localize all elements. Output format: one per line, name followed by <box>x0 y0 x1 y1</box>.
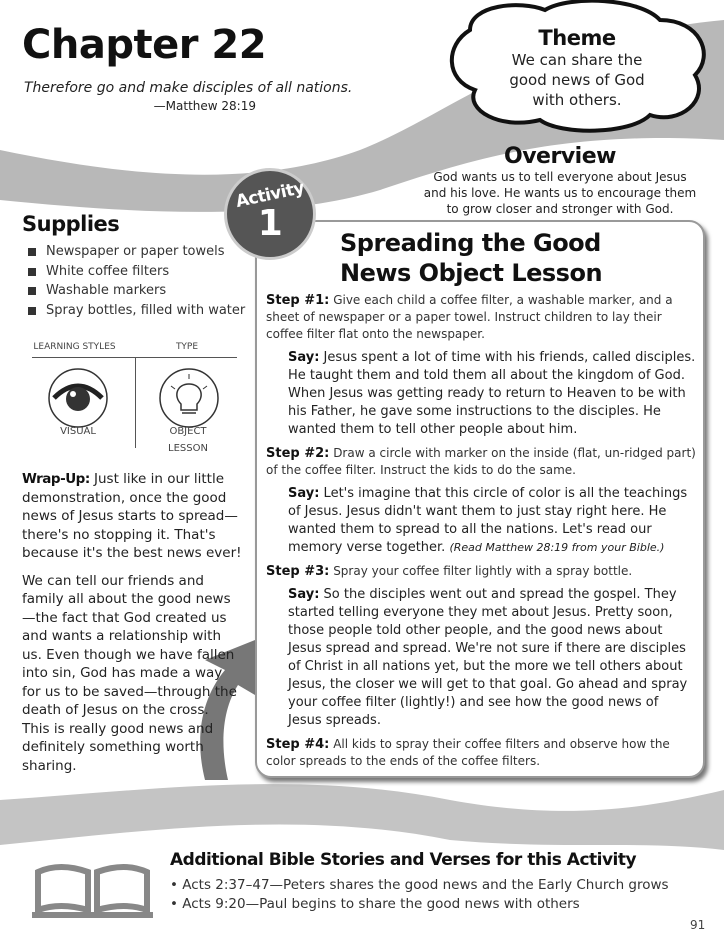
step-4 <box>266 736 696 770</box>
open-book-icon <box>30 862 155 920</box>
activity-number: 1 <box>257 203 283 244</box>
step-1 <box>266 292 696 343</box>
say-label: Say: <box>288 486 320 501</box>
theme-line: good news of God <box>509 71 645 89</box>
step-3 <box>266 563 696 580</box>
theme-line: We can share the <box>511 51 643 69</box>
wrap-up-text: Just like in our little demonstration, once the good news of Jesus starts to spread—there's no stopping it. That's because it's the best news ever! <box>22 471 242 561</box>
say-1 <box>288 349 696 439</box>
type-label: TYPE <box>175 342 199 352</box>
additional-heading: Additional Bible Stories and Verses for this Activity <box>170 850 637 870</box>
additional-item: • Acts 2:37–47—Peters shares the good news and the Early Church grows <box>170 877 669 893</box>
say-label: Say: <box>288 587 320 602</box>
supply-item: Washable markers <box>22 281 245 301</box>
step-text: Spray your coffee filter lightly with a spray bottle. <box>329 564 633 578</box>
say-label: Say: <box>288 350 320 365</box>
overview-heading: Overview <box>504 144 616 169</box>
additional-stories <box>170 850 669 914</box>
step-label: Step #4: <box>266 737 330 752</box>
learning-styles-label: LEARNING STYLES <box>33 342 116 352</box>
step-2 <box>266 445 696 479</box>
chapter-title: Chapter 22 <box>22 22 267 68</box>
supply-item: White coffee filters <box>22 262 245 282</box>
learning-styles-table <box>22 340 240 455</box>
activity-title-line: News Object Lesson <box>340 259 603 287</box>
supplies-section <box>22 212 245 320</box>
activity-title-line: Spreading the Good <box>340 229 601 257</box>
overview-line: God wants us to tell everyone about Jesus <box>433 170 687 184</box>
overview-line: to grow closer and stronger with God. <box>446 202 674 216</box>
activity-title <box>340 228 602 288</box>
memory-verse: Therefore go and make disciples of all nations. <box>24 80 353 96</box>
theme-heading: Theme <box>538 26 616 50</box>
say-text: Let's imagine that this circle of color is all the teachings of Jesus. Jesus didn't want them to just stay right here. He wanted them to spread to all the nations. Let's read our memory verse together. <box>288 486 688 555</box>
say-text: Jesus spent a lot of time with his friends, called disciples. He taught them and told them all about the kingdom of God. When Jesus was getting ready to return to Heaven to be with his Father, he gave some instructions to the disciples. He wanted them to tell other people about him. <box>288 350 696 437</box>
overview-line: and his love. He wants us to encourage them <box>423 186 697 200</box>
activity-steps <box>266 292 696 776</box>
say-text: So the disciples went out and spread the gospel. They started telling everyone they met about Jesus. Pretty soon, those people told other people, and the good news about Jesus spread and spread. We're not sure if there are disciples of Christ in all nations yet, but the more we tell others about Jesus, the closer we will get to that goal. Go ahead and spray your coffee filter (lightly!) and see how the good news of Jesus spreads. <box>288 587 688 728</box>
say-2 <box>288 485 696 557</box>
activity-label: Activity <box>234 178 306 212</box>
theme-box <box>468 26 686 110</box>
overview-section <box>395 144 724 217</box>
step-text: All kids to spray their coffee filters and observe how the color spreads to the ends of the coffee filters. <box>266 737 670 768</box>
step-label: Step #2: <box>266 446 330 461</box>
activity-badge <box>224 168 316 260</box>
supplies-heading: Supplies <box>22 212 120 236</box>
theme-line: with others. <box>532 91 622 109</box>
say-note: (Read Matthew 28:19 from your Bible.) <box>449 541 665 554</box>
wrap-up-section <box>22 470 247 784</box>
say-3 <box>288 586 696 730</box>
page-number: 91 <box>690 918 706 932</box>
step-text: Draw a circle with marker on the inside (flat, un-ridged part) of the coffee filter. Instruct the kids to do the same. <box>266 446 696 477</box>
visual-label: VISUAL <box>60 426 96 437</box>
lightbulb-icon <box>157 366 221 430</box>
step-text: Give each child a coffee filter, a washable marker, and a sheet of newspaper or a paper towel. Instruct children to lay their coffee filter flat onto the newspaper. <box>266 293 673 341</box>
verse-reference: —Matthew 28:19 <box>153 99 256 113</box>
additional-item: • Acts 9:20—Paul begins to share the good news with others <box>170 896 580 912</box>
wrap-up-paragraph: We can tell our friends and family all about the good news—the fact that God created us and wants a relationship with us. Even though we have fallen into sin, God has made a way for us to be saved—through the death of Jesus on the cross. This is really good news and definitely something worth sharing. <box>22 572 237 774</box>
step-label: Step #1: <box>266 293 330 308</box>
wrap-up-label: Wrap-Up: <box>22 471 90 487</box>
supply-item: Newspaper or paper towels <box>22 242 245 262</box>
type-value: OBJECT <box>169 426 207 437</box>
eye-icon <box>46 366 110 430</box>
supply-item: Spray bottles, filled with water <box>22 301 245 321</box>
step-label: Step #3: <box>266 564 330 579</box>
type-value: LESSON <box>168 443 208 454</box>
